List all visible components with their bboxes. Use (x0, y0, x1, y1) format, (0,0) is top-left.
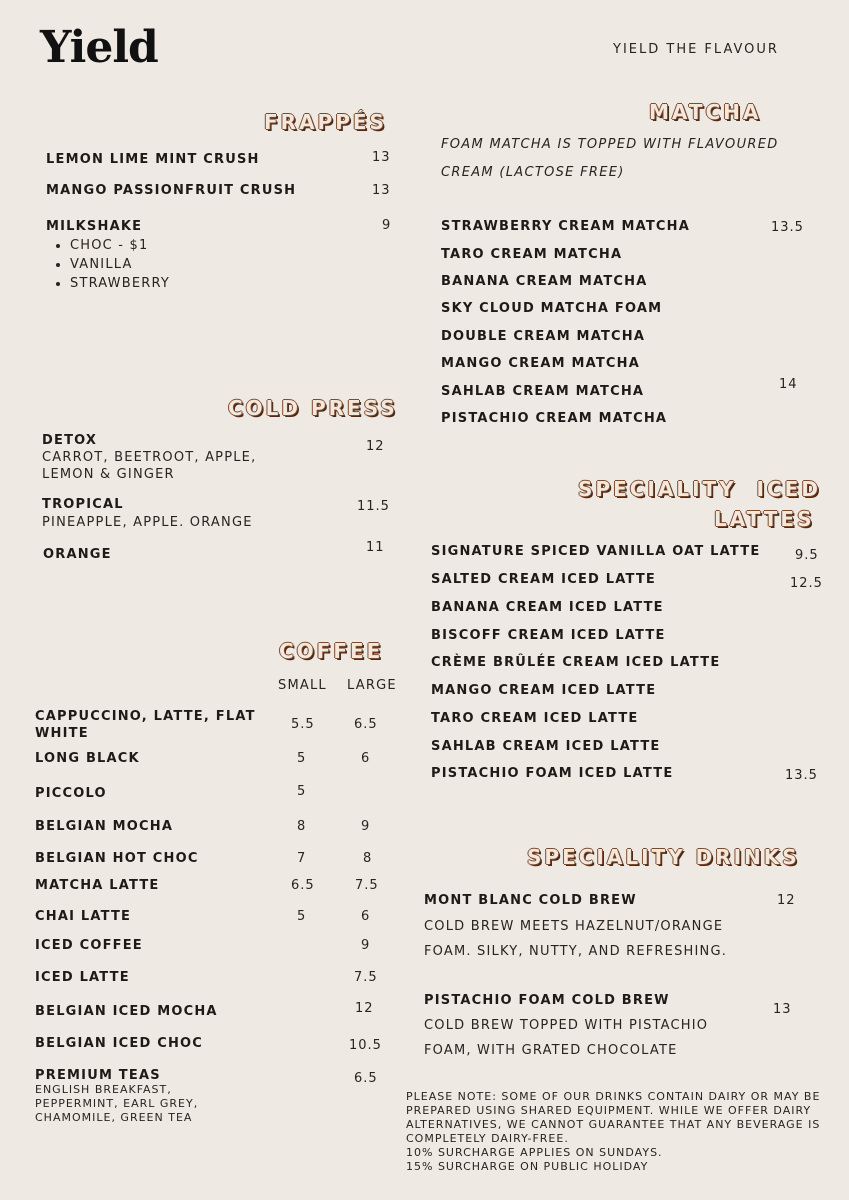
price-large: 7.5 (354, 970, 378, 985)
price-small: 5.5 (291, 717, 315, 732)
menu-item-name: PISTACHIO FOAM COLD BREW (424, 993, 670, 1008)
menu-item-price: 13.5 (785, 768, 818, 783)
menu-item-name: BANANA CREAM MATCHA (441, 274, 648, 289)
iced-lattes-heading: SPECIALITY ICED (578, 477, 821, 501)
menu-item-name: SKY CLOUD MATCHA FOAM (441, 301, 663, 316)
notice-line: PLEASE NOTE: SOME OF OUR DRINKS CONTAIN DAIRY OR MAY BE (406, 1090, 821, 1103)
price-small: 7 (297, 851, 307, 866)
option-item: • VANILLA (70, 255, 170, 274)
price-large: 10.5 (349, 1038, 382, 1053)
menu-item-name: LEMON LIME MINT CRUSH (46, 152, 260, 167)
menu-item-desc: FOAM, WITH GRATED CHOCOLATE (424, 1043, 678, 1058)
cold-press-heading: COLD PRESS (228, 396, 398, 420)
menu-item-price: 12.5 (790, 576, 823, 591)
menu-item-desc: CHAMOMILE, GREEN TEA (35, 1111, 193, 1124)
menu-item-price: 11.5 (357, 499, 390, 514)
brand-tagline: YIELD THE FLAVOUR (613, 42, 779, 57)
price-small: 5 (297, 909, 307, 924)
menu-item-desc: FOAM. SILKY, NUTTY, AND REFRESHING. (424, 944, 728, 959)
menu-item-price: 9.5 (795, 548, 819, 563)
menu-item-price: 13 (372, 183, 391, 198)
option-item: • CHOC - $1 (70, 236, 170, 255)
price-small: 5 (297, 784, 307, 799)
frappes-heading: FRAPPÉS (264, 110, 387, 134)
menu-item-desc: PEPPERMINT, EARL GREY, (35, 1097, 199, 1110)
menu-item-desc: ENGLISH BREAKFAST, (35, 1083, 172, 1096)
price-large: 9 (361, 938, 371, 953)
price-large: 6 (361, 751, 371, 766)
menu-item-desc: COLD BREW MEETS HAZELNUT/ORANGE (424, 919, 724, 934)
menu-item-name: TROPICAL (42, 497, 124, 512)
notice-line: 15% SURCHARGE ON PUBLIC HOLIDAY (406, 1160, 649, 1173)
menu-item-name: MATCHA LATTE (35, 878, 160, 893)
menu-item-name: PISTACHIO FOAM ICED LATTE (431, 766, 674, 781)
notice-line: ALTERNATIVES, WE CANNOT GUARANTEE THAT ANY BEVERAGE IS (406, 1118, 821, 1131)
menu-item-name: SIGNATURE SPICED VANILLA OAT LATTE (431, 544, 761, 559)
menu-item-name: TARO CREAM ICED LATTE (431, 711, 639, 726)
column-header-large: LARGE (347, 678, 397, 693)
menu-item-name: PICCOLO (35, 786, 107, 801)
price-small: 5 (297, 751, 307, 766)
brand-logo: Yield (40, 22, 158, 73)
menu-item-price: 12 (366, 439, 385, 454)
menu-item-price: 14 (779, 377, 798, 392)
menu-item-desc: COLD BREW TOPPED WITH PISTACHIO (424, 1018, 709, 1033)
menu-item-name: DETOX (42, 433, 98, 448)
menu-item-name: CAPPUCCINO, LATTE, FLAT (35, 709, 256, 724)
menu-item-name: CRÈME BRÛLÉE CREAM ICED LATTE (431, 655, 721, 670)
notice-line: 10% SURCHARGE APPLIES ON SUNDAYS. (406, 1146, 663, 1159)
iced-lattes-heading: LATTES (714, 507, 815, 531)
menu-item-name: BISCOFF CREAM ICED LATTE (431, 628, 666, 643)
menu-item-name: CHAI LATTE (35, 909, 132, 924)
menu-item-price: 13 (773, 1002, 792, 1017)
matcha-heading: MATCHA (649, 100, 762, 124)
milkshake-options (46, 236, 170, 293)
menu-item-name: DOUBLE CREAM MATCHA (441, 329, 646, 344)
menu-item-desc: PINEAPPLE, APPLE. ORANGE (42, 515, 253, 530)
matcha-intro: FOAM MATCHA IS TOPPED WITH FLAVOURED (441, 137, 779, 152)
menu-item-name: PISTACHIO CREAM MATCHA (441, 411, 668, 426)
notice-line: PREPARED USING SHARED EQUIPMENT. WHILE WE OFFER DAIRY (406, 1104, 812, 1117)
price-large: 12 (355, 1001, 374, 1016)
speciality-drinks-heading: SPECIALITY DRINKS (527, 845, 800, 869)
menu-item-price: 12 (777, 893, 796, 908)
menu-item-name: MANGO CREAM ICED LATTE (431, 683, 657, 698)
menu-item-name: MANGO PASSIONFRUIT CRUSH (46, 183, 297, 198)
menu-item-name: SALTED CREAM ICED LATTE (431, 572, 656, 587)
menu-item-name: BELGIAN MOCHA (35, 819, 174, 834)
menu-item-name: SAHLAB CREAM MATCHA (441, 384, 645, 399)
menu-item-name: STRAWBERRY CREAM MATCHA (441, 219, 690, 234)
menu-item-name: PREMIUM TEAS (35, 1068, 161, 1083)
price-large: 9 (361, 819, 371, 834)
menu-item-name: WHITE (35, 726, 89, 741)
menu-item-name: SAHLAB CREAM ICED LATTE (431, 739, 661, 754)
menu-item-name: ORANGE (43, 547, 112, 562)
price-large: 6 (361, 909, 371, 924)
menu-item-name: BANANA CREAM ICED LATTE (431, 600, 664, 615)
price-large: 6.5 (354, 717, 378, 732)
dairy-surcharge-notice (406, 1090, 820, 1174)
menu-item-name: MONT BLANC COLD BREW (424, 893, 637, 908)
menu-item-name: ICED LATTE (35, 970, 130, 985)
menu-item-name: BELGIAN ICED CHOC (35, 1036, 204, 1051)
option-item: • STRAWBERRY (70, 274, 170, 293)
price-large: 8 (363, 851, 373, 866)
menu-item-name: TARO CREAM MATCHA (441, 247, 623, 262)
notice-line: COMPLETELY DAIRY-FREE. (406, 1132, 569, 1145)
menu-item-name: BELGIAN ICED MOCHA (35, 1004, 218, 1019)
menu-item-price: 13 (372, 150, 391, 165)
coffee-heading: COFFEE (279, 639, 384, 663)
column-header-small: SMALL (278, 678, 327, 693)
menu-item-name: MANGO CREAM MATCHA (441, 356, 641, 371)
menu-item-desc: LEMON & GINGER (42, 467, 175, 482)
matcha-intro: CREAM (LACTOSE FREE) (441, 165, 625, 180)
price-small: 8 (297, 819, 307, 834)
menu-item-name: MILKSHAKE (46, 219, 143, 234)
menu-item-name: ICED COFFEE (35, 938, 143, 953)
menu-item-price: 9 (382, 218, 392, 233)
menu-item-name: LONG BLACK (35, 751, 140, 766)
price-large: 6.5 (354, 1071, 378, 1086)
price-large: 7.5 (355, 878, 379, 893)
menu-item-desc: CARROT, BEETROOT, APPLE, (42, 450, 257, 465)
menu-item-price: 11 (366, 540, 385, 555)
price-small: 6.5 (291, 878, 315, 893)
menu-item-price: 13.5 (771, 220, 804, 235)
menu-item-name: BELGIAN HOT CHOC (35, 851, 199, 866)
